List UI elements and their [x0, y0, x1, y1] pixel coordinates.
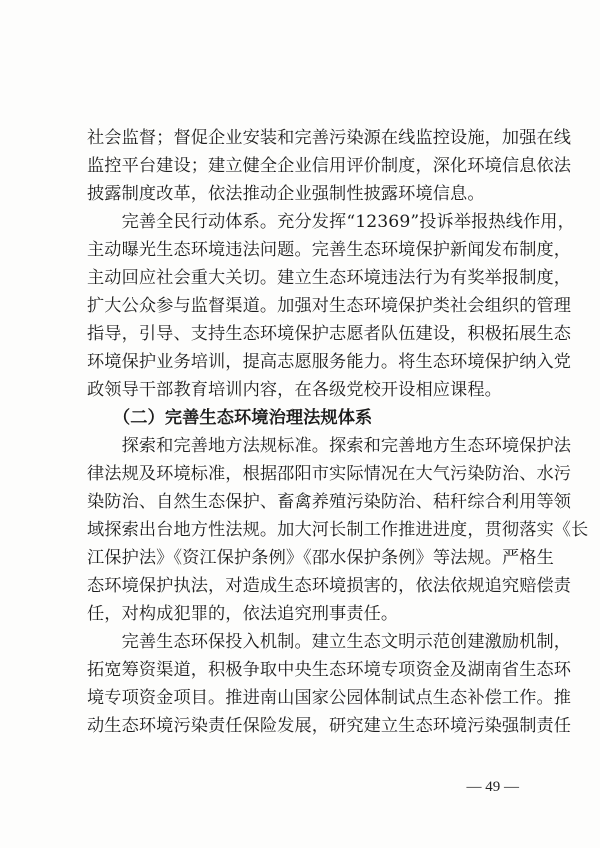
- body-text-line: 监控平台建设；建立健全企业信用评价制度，深化环境信息依法: [87, 156, 572, 176]
- body-text-line: 政领导干部教育培训内容，在各级党校开设相应课程。: [87, 380, 502, 400]
- body-text-line: 江保护法》《资江保护条例》《邵水保护条例》等法规。严格生: [87, 548, 554, 568]
- body-text-line: 探索和完善地方法规标准。探索和完善地方生态环境保护法: [87, 436, 572, 456]
- body-text-line: 律法规及环境标准，根据邵阳市实际情况在大气污染防治、水污: [87, 464, 572, 484]
- body-text-line: 拓宽筹资渠道，积极争取中央生态环境专项资金及湖南省生态环: [87, 660, 572, 680]
- body-text-line: 域探索出台地方性法规。加大河长制工作推进进度，贯彻落实《长: [87, 520, 589, 540]
- body-text-line: 完善生态环保投入机制。建立生态文明示范创建激励机制，: [87, 632, 572, 652]
- page-number: — 49 —: [466, 779, 519, 795]
- body-text-line: 动生态环境污染责任保险发展，研究建立生态环境污染强制责任: [87, 716, 572, 736]
- body-text-line: 染防治、自然生态保护、畜禽养殖污染防治、秸秆综合利用等领: [87, 492, 572, 512]
- body-text-line: 态环境保护执法，对造成生态环境损害的，依法依规追究赔偿责: [87, 576, 572, 596]
- body-text-line: 完善全民行动体系。充分发挥“12369”投诉举报热线作用，: [87, 212, 575, 232]
- body-text-line: 任，对构成犯罪的，依法追究刑事责任。: [87, 604, 399, 624]
- body-text-line: 环境保护业务培训，提高志愿服务能力。将生态环境保护纳入党: [87, 352, 572, 372]
- section-heading: （二）完善生态环境治理法规体系: [87, 408, 373, 428]
- body-text-line: 扩大公众参与监督渠道。加强对生态环境保护类社会组织的管理: [87, 296, 572, 316]
- body-text-line: 主动回应社会重大关切。建立生态环境违法行为有奖举报制度，: [87, 268, 572, 288]
- body-text-line: 境专项资金项目。推进南山国家公园体制试点生态补偿工作。推: [87, 688, 572, 708]
- body-text-line: 主动曝光生态环境违法问题。完善生态环境保护新闻发布制度，: [87, 240, 572, 260]
- body-text-line: 披露制度改革，依法推动企业强制性披露环境信息。: [87, 184, 485, 204]
- body-text-line: 社会监督；督促企业安装和完善污染源在线监控设施，加强在线: [87, 128, 572, 148]
- body-text-line: 指导，引导、支持生态环境保护志愿者队伍建设，积极拓展生态: [87, 324, 572, 344]
